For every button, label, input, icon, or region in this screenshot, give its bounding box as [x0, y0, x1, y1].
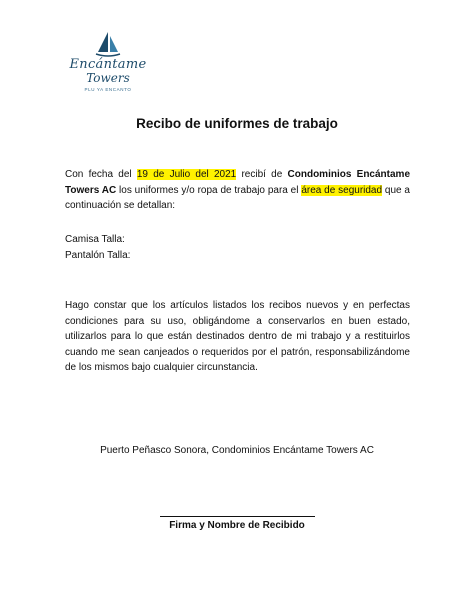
- intro-paragraph: [65, 167, 410, 214]
- pants-size-field: Pantalón Talla:: [65, 249, 131, 261]
- items-list: [65, 232, 410, 263]
- company-name: Condominios Encántame Towers AC: [65, 169, 411, 196]
- shirt-size-field: Camisa Talla:: [65, 234, 125, 245]
- intro-middle1: recibí de: [236, 169, 288, 180]
- highlighted-date: 19 de Julio del 2021: [136, 169, 237, 180]
- sailboat-icon: [94, 30, 122, 58]
- intro-middle2: los uniformes y/o ropa de trabajo para el: [116, 184, 302, 196]
- intro-suffix: que a continuación se detallan:: [65, 184, 410, 212]
- logo-name-line2: Towers: [86, 71, 130, 85]
- place-line: Puerto Peñasco Sonora, Condominios Encántame Towers AC: [100, 445, 374, 456]
- signature-label: Firma y Nombre de Recibido: [169, 520, 305, 531]
- company-logo: [66, 30, 150, 96]
- logo-name-line1: Encántame: [69, 57, 147, 72]
- document-title: Recibo de uniformes de trabajo: [136, 116, 338, 131]
- logo-tagline: PLU YA ENCANTO: [84, 87, 132, 92]
- declaration-paragraph: Hago constar que los artículos listados los recibos nuevos y en perfectas condiciones para su uso, obligándome a conservarlos en buen estado, utilizarlos para lo que están destinados dentro de mi trabajo y a restituirlos cuando me sean canjeados o requeridos por el patrón, responsabilizándome de los mismos bajo cualquier circunstancia.: [65, 300, 410, 374]
- highlighted-area: área de seguridad: [301, 184, 383, 196]
- intro-prefix: Con fecha del: [65, 169, 137, 180]
- signature-line: [160, 516, 315, 517]
